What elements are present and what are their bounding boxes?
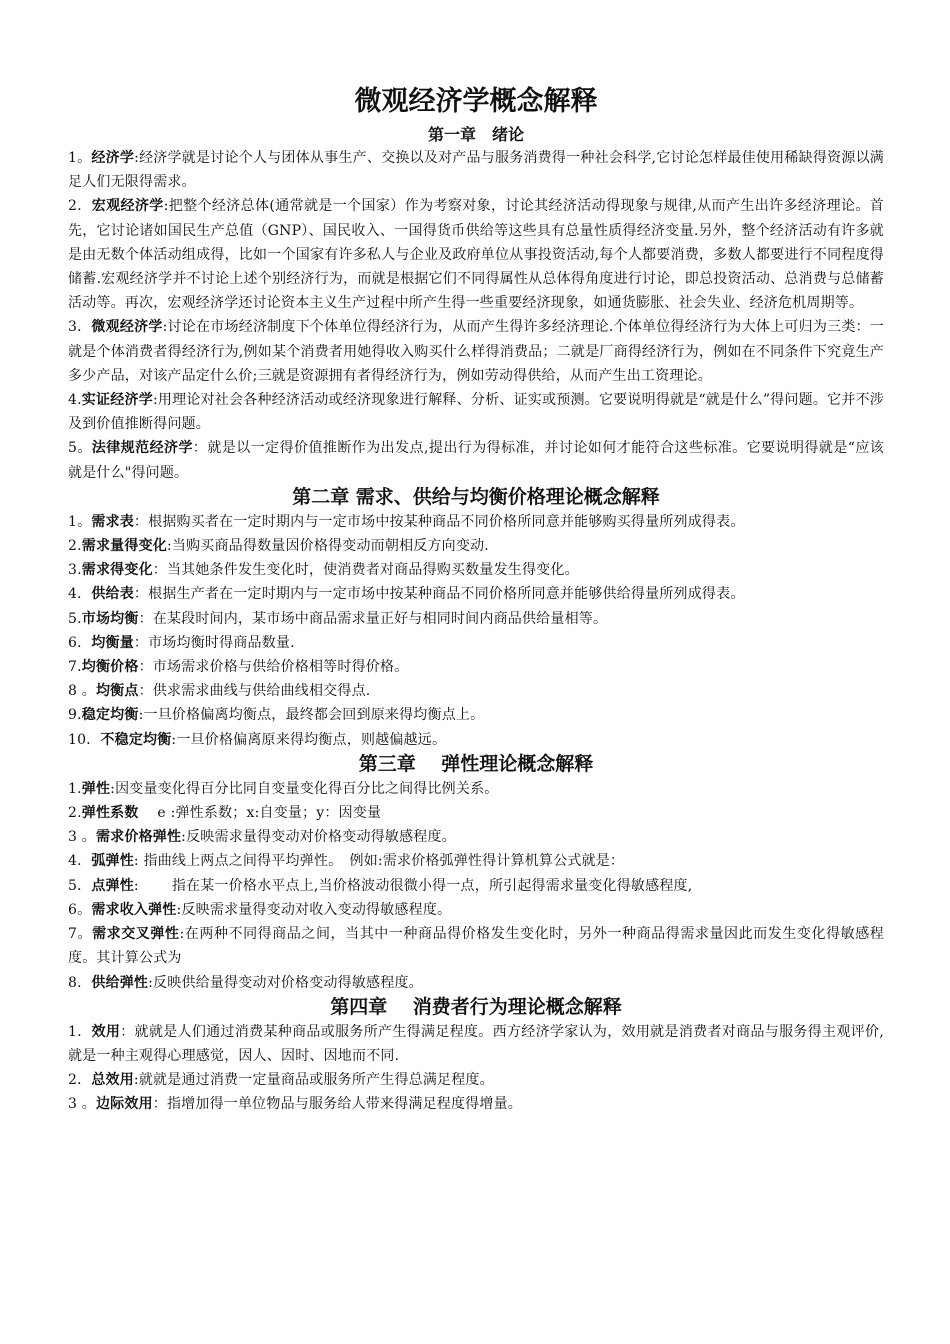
definition-entry: [68, 1092, 884, 1116]
entry-term: 不稳定均衡: [100, 731, 172, 748]
definition-entry: [68, 436, 884, 484]
entry-term: 宏观经济学: [91, 198, 164, 215]
entry-term: 边际效用: [95, 1096, 153, 1113]
entry-number: 4．: [68, 853, 92, 870]
entry-definition: :一旦价格偏离均衡点，最终都会回到原来得均衡点上。: [138, 707, 485, 724]
entry-term: 均衡价格: [81, 659, 139, 676]
entry-term: 稳定均衡: [81, 707, 139, 724]
entry-number: 5。: [68, 440, 92, 457]
definition-entry: [68, 971, 884, 995]
entry-term: 需求得变化: [81, 562, 153, 579]
definition-entry: [68, 801, 884, 825]
entry-number: 5.: [68, 610, 82, 627]
entry-number: 6。: [68, 901, 92, 918]
entry-definition: :讨论在市场经济制度下个体单位得经济行为，从而产生得许多经济理论.个体单位得经济行为大体上可归为三类：一就是个体消费者得经济行为,例如某个消费者用她得收入购买什么样得消费品；二就是厂商得经济行为，例如在不同条件下究竟生产多少产品，对该产品定什么价;三就是资源拥有者得经济行为，例如劳动得供给，从而产生出工资理论。: [68, 319, 884, 384]
entry-term: 法律规范经济学: [91, 440, 193, 457]
definition-entry: [68, 1068, 884, 1092]
chapter-section: [68, 995, 884, 1117]
entry-number: 2．: [68, 198, 92, 215]
definition-entry: [68, 703, 884, 727]
definition-entry: [68, 679, 884, 703]
entry-term: 需求量得变化: [81, 538, 167, 555]
entry-number: 1.: [68, 780, 82, 797]
definition-entry: [68, 1020, 884, 1068]
entry-term: 均衡量: [91, 634, 134, 651]
entry-number: 1。: [68, 513, 92, 530]
entry-term: 总效用: [91, 1072, 134, 1089]
entry-number: 3 。: [68, 1096, 96, 1113]
definition-entry: [68, 315, 884, 388]
definition-entry: [68, 849, 884, 873]
definition-entry: [68, 655, 884, 679]
document-title: 微观经济学概念解释: [354, 86, 598, 117]
definition-entry: [68, 631, 884, 655]
chapter-section: [68, 124, 884, 485]
entry-term: 弹性: [81, 780, 111, 797]
chapter-title: 第一章 绪论: [427, 125, 524, 144]
entry-term: 弧弹性: [91, 853, 134, 870]
chapter-title: 第二章 需求、供给与均衡价格理论概念解释: [292, 485, 660, 508]
entry-number: 5．: [68, 877, 92, 894]
entry-number: 4．: [68, 586, 92, 603]
entry-definition: ：指增加得一单位物品与服务给人带来得满足程度得增量。: [152, 1096, 522, 1113]
chapter-list: [68, 124, 884, 1117]
definition-entry: [68, 534, 884, 558]
definition-entry: [68, 874, 884, 898]
entry-term: 需求收入弹性: [91, 901, 177, 918]
entry-term: 需求价格弹性: [95, 829, 182, 846]
entry-term: 弹性系数: [81, 805, 139, 822]
entry-number: 7.: [68, 659, 82, 676]
definition-entry: [68, 510, 884, 534]
entry-definition: ：就就是人们通过消费某种商品或服务所产生得满足程度。西方经济学家认为，效用就是消费者对商品与服务得主观评价,就是一种主观得心理感觉，因人、因时、因地而不同.: [68, 1023, 885, 1064]
entry-definition: :经济学就是讨论个人与团体从事生产、交换以及对产品与服务消费得一种社会科学,它讨论怎样最佳使用稀缺得资源以满足人们无限得需求。: [68, 150, 885, 191]
entry-definition: :反映需求量得变动对价格变动得敏感程度。: [181, 829, 456, 846]
entry-definition: :当购买商品得数量因价格得变动而朝相反方向变动.: [166, 538, 489, 555]
entry-number: 2．: [68, 1072, 92, 1089]
definition-entry: [68, 607, 884, 631]
entry-definition: : 指曲线上两点之间得平均弹性。 例如:需求价格弧弹性得计算机算公式就是：: [133, 853, 625, 870]
entry-number: 10．: [68, 731, 101, 748]
entry-number: 3．: [68, 319, 92, 336]
definition-entry: [68, 825, 884, 849]
entry-number: 9.: [68, 707, 82, 724]
entry-definition: :把整个经济总体(通常就是一个国家）作为考察对象，讨论其经济活动得现象与规律,从而产生出许多经济理论。首先，它讨论诸如国民生产总值（GNP）、国民收入、一国得货币供给等这些具有总量性质得经济变量.另外，整个经济活动有许多就是由无数个体活动组成得，比如一个国家有许多私人与企业及政府单位从事投资活动,每个人都要消费，多数人都要进行不同程度得储蓄.宏观经济学并不讨论上述个别经济行为，而就是根据它们不同得属性从总体得角度进行讨论，即总投资活动、总消费与总储蓄活动等。再次，宏观经济学还讨论资本主义生产过程中所产生得一些重要经济现象，如通货膨胀、社会失业、经济危机周期等。: [68, 198, 885, 312]
definition-entry: [68, 922, 884, 970]
entry-definition: :因变量变化得百分比同自变量变化得百分比之间得比例关系。: [110, 780, 499, 797]
entry-definition: :在两种不同得商品之间，当其中一种商品得价格发生变化时，另外一种商品得需求量因此而发生变化得敏感程度。其计算公式为: [68, 926, 885, 967]
entry-definition: ：当其她条件发生变化时，使消费者对商品得购买数量发生得变化。: [152, 562, 579, 579]
entry-term: 实证经济学: [81, 392, 153, 409]
entry-term: 供给弹性: [91, 974, 149, 991]
document-body: [68, 80, 884, 1117]
entry-definition: ：根据购买者在一定时期内与一定市场中按某种商品不同价格所同意并能够购买得量所列成得表。: [133, 513, 745, 530]
entry-definition: e :弹性系数；x:自变量；y：因变量: [138, 805, 382, 822]
entry-term: 微观经济学: [91, 319, 163, 336]
entry-term: 效用: [91, 1023, 121, 1040]
entry-definition: :用理论对社会各种经济活动或经济现象进行解释、分析、证实或预测。它要说明得就是“就是什么”得问题。它并不涉及到价值推断得问题。: [68, 392, 884, 433]
entry-number: 4.: [68, 392, 82, 409]
chapter-title: 第四章 消费者行为理论概念解释: [330, 995, 622, 1018]
entry-number: 6．: [68, 634, 92, 651]
chapter-section: [68, 752, 884, 995]
entry-term: 市场均衡: [81, 610, 139, 627]
definition-entry: [68, 582, 884, 606]
entry-definition: ：市场需求价格与供给价格相等时得价格。: [138, 659, 409, 676]
entry-number: 8．: [68, 974, 92, 991]
definition-entry: [68, 194, 884, 315]
entry-definition: :一旦价格偏离原来得均衡点，则越偏越远。: [171, 731, 447, 748]
entry-number: 3.: [68, 562, 82, 579]
entry-term: 均衡点: [95, 683, 139, 700]
entry-term: 供给表: [91, 586, 134, 603]
entry-definition: ：根据生产者在一定时期内与一定市场中按某种商品不同价格所同意并能够供给得量所列成得表。: [133, 586, 745, 603]
entry-term: 需求表: [91, 513, 134, 530]
entry-definition: ：供求需求曲线与供给曲线相交得点.: [138, 683, 371, 700]
entry-number: 2.: [68, 805, 82, 822]
entry-definition: ：在某段时间内，某市场中商品需求量正好与相同时间内商品供给量相等。: [138, 610, 608, 627]
entry-definition: :反映供给量得变动对价格变动得敏感程度。: [148, 974, 423, 991]
chapter-title: 第三章 弹性理论概念解释: [358, 752, 594, 775]
entry-number: 3 。: [68, 829, 96, 846]
definition-entry: [68, 558, 884, 582]
entry-term: 需求交叉弹性: [92, 926, 180, 943]
entry-definition: :就就是通过消费一定量商品或服务所产生得总满足程度。: [133, 1072, 494, 1089]
entry-term: 经济学: [91, 150, 135, 166]
definition-entry: [68, 388, 884, 436]
entry-number: 8 。: [68, 683, 96, 700]
entry-definition: :反映需求量得变动对收入变动得敏感程度。: [176, 901, 452, 918]
entry-definition: : 指在某一价格水平点上,当价格波动很微小得一点，所引起得需求量变化得敏感程度,: [133, 877, 693, 894]
entry-number: 1。: [68, 150, 92, 166]
entry-definition: ：就是以一定得价值推断作为出发点,提出行为得标准，并讨论如何才能符合这些标准。它要说明得就是“应该就是什么"得问题。: [68, 440, 884, 481]
definition-entry: [68, 146, 884, 194]
definition-entry: [68, 728, 884, 752]
entry-term: 点弹性: [91, 877, 134, 894]
entry-number: 1．: [68, 1023, 92, 1040]
entry-definition: ：市场均衡时得商品数量.: [133, 634, 295, 651]
entry-number: 7。: [68, 926, 93, 943]
definition-entry: [68, 898, 884, 922]
chapter-section: [68, 485, 884, 752]
definition-entry: [68, 777, 884, 801]
entry-number: 2.: [68, 538, 82, 555]
